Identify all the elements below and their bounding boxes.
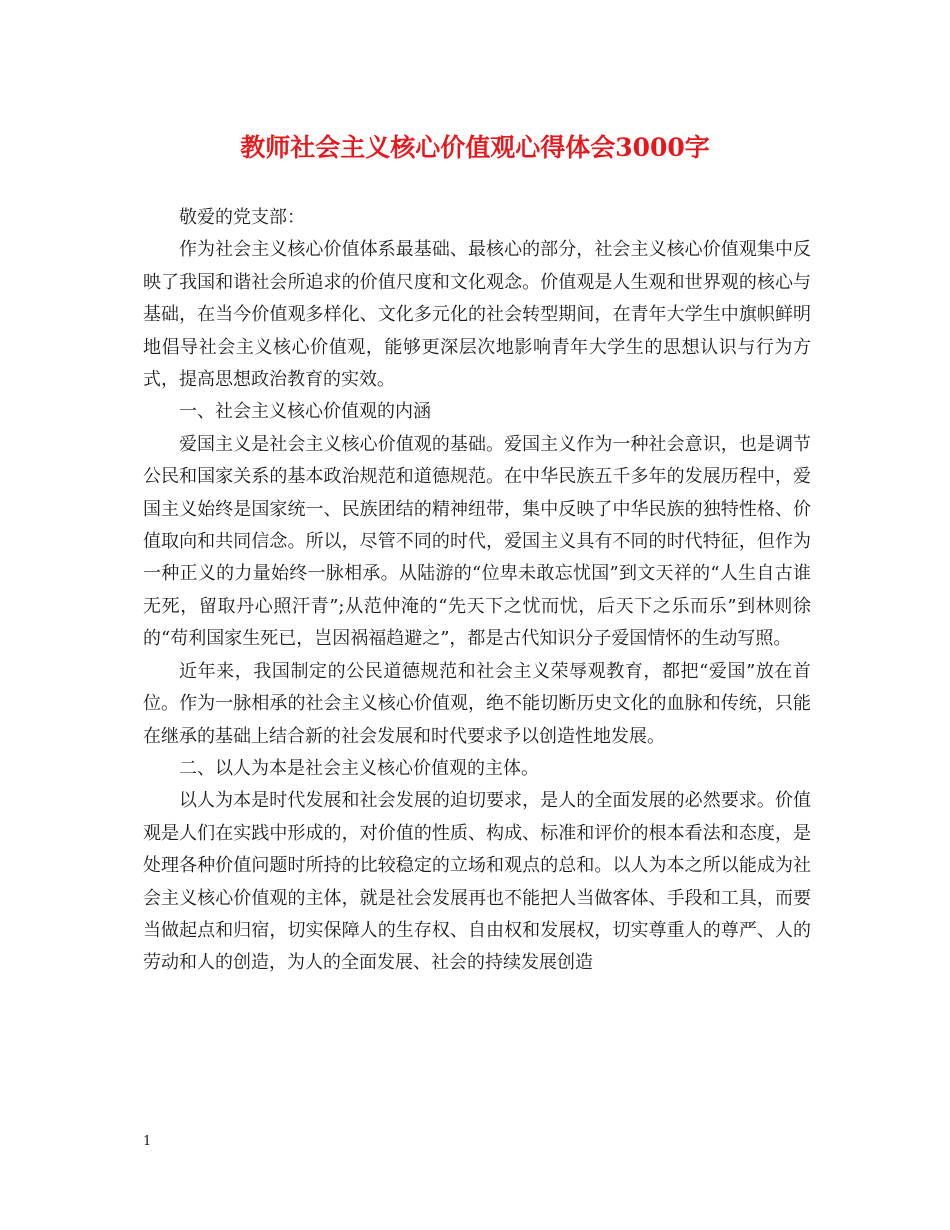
section-heading: 一、社会主义核心价值观的内涵	[179, 401, 431, 423]
salutation: 敬爱的党支部：	[179, 207, 305, 228]
section-heading: 二、以人为本是社会主义核心价值观的主体。	[179, 757, 539, 779]
paragraph: 以人为本是时代发展和社会发展的迫切要求，是人的全面发展的必然要求。价值观是人们在实践中形成的，对价值的性质、构成、标准和评价的根本看法和态度，是处理各种价值问题时所持的比较稳定的立场和观点的总和。以人为本之所以能成为社会主义核心价值观的主体，就是社会发展再也不能把人当做客体、手段和工具，而要当做起点和归宿，切实保障人的生存权、自由权和发展权，切实尊重人的尊严、人的劳动和人的创造，为人的全面发展、社会的持续发展创造	[143, 790, 811, 974]
page-number: 1	[143, 1134, 152, 1149]
paragraph: 近年来，我国制定的公民道德规范和社会主义荣辱观教育，都把“爱国”放在首位。作为一脉相承的社会主义核心价值观，绝不能切断历史文化的血脉和传统，只能在继承的基础上结合新的社会发展和时代要求予以创造性地发展。	[143, 660, 811, 747]
paragraph: 作为社会主义核心价值体系最基础、最核心的部分，社会主义核心价值观集中反映了我国和谐社会所追求的价值尺度和文化观念。价值观是人生观和世界观的核心与基础，在当今价值观多样化、文化多元化的社会转型期间，在青年大学生中旗帜鲜明地倡导社会主义核心价值观，能够更深层次地影响青年大学生的思想认识与行为方式，提高思想政治教育的实效。	[143, 239, 811, 391]
document-body	[143, 202, 811, 980]
document-title: 教师社会主义核心价值观心得体会3000字	[240, 133, 710, 162]
paragraph: 爱国主义是社会主义核心价值观的基础。爱国主义作为一种社会意识，也是调节公民和国家关系的基本政治规范和道德规范。在中华民族五千多年的发展历程中，爱国主义始终是国家统一、民族团结的精神纽带，集中反映了中华民族的独特性格、价值取向和共同信念。所以，尽管不同的时代，爱国主义具有不同的时代特征，但作为一种正义的力量始终一脉相承。从陆游的“位卑未敢忘忧国”到文天祥的“人生自古谁无死，留取丹心照汗青”;从范仲淹的“先天下之忧而忧，后天下之乐而乐”到林则徐的“苟利国家生死已，岂因祸福趋避之”，都是古代知识分子爱国情怀的生动写照。	[143, 433, 811, 650]
